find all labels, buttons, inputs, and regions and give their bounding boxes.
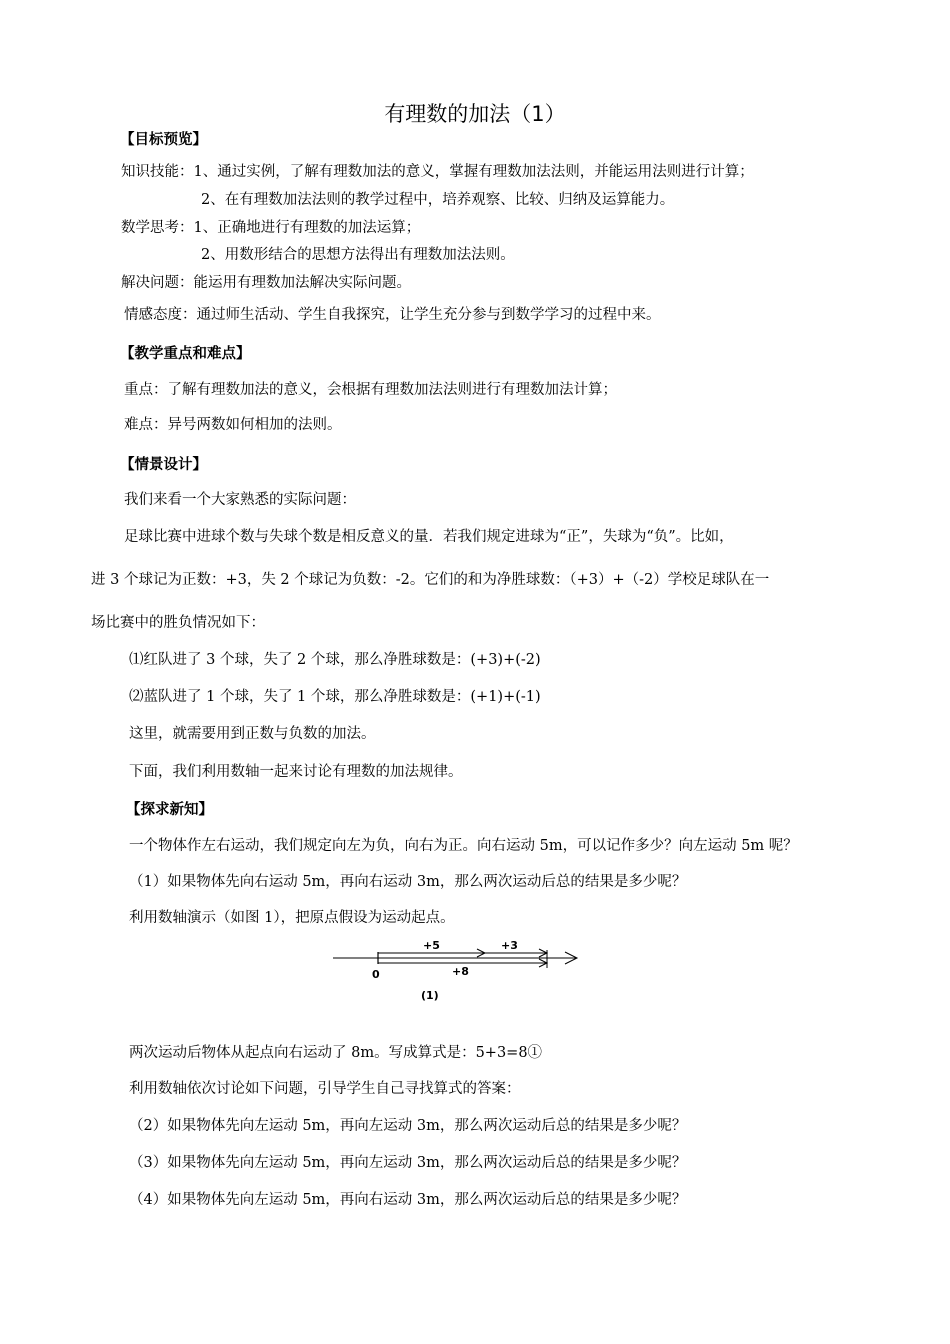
heading-explore: 【探求新知】	[126, 802, 213, 818]
label-origin: 0	[372, 968, 380, 981]
explore-paragraph-4: 利用数轴依次讨论如下问题，引导学生自己寻找算式的答案：	[129, 1081, 521, 1097]
page-title: 有理数的加法（1）	[384, 102, 566, 126]
problem-line: 解决问题：能运用有理数加法解决实际问题。	[121, 275, 411, 291]
label-plus8: +8	[452, 965, 469, 978]
scenario-paragraph-4: 下面，我们利用数轴一起来讨论有理数的加法规律。	[129, 764, 463, 780]
explore-question-4: （4）如果物体先向左运动 5m，再向右运动 3m，那么两次运动后总的结果是多少呢？	[129, 1192, 687, 1208]
label-plus5: +5	[423, 939, 440, 952]
heading-scenario: 【情景设计】	[120, 457, 207, 473]
skills-label: 知识技能：	[121, 164, 194, 180]
figure-caption: (1)	[421, 989, 439, 1002]
explore-question-3: （3）如果物体先向左运动 5m，再向左运动 3m，那么两次运动后总的结果是多少呢？	[129, 1155, 687, 1171]
explore-question-2: （2）如果物体先向左运动 5m，再向左运动 3m，那么两次运动后总的结果是多少呢？	[129, 1118, 687, 1134]
heading-keypoints: 【教学重点和难点】	[120, 346, 251, 362]
scenario-case-1: ⑴红队进了 3 个球，失了 2 个球，那么净胜球数是：(+3)+(-2)	[129, 652, 541, 668]
scenario-paragraph-3: 这里，就需要用到正数与负数的加法。	[129, 726, 376, 742]
skills-item-2: 2、在有理数加法法则的教学过程中，培养观察、比较、归纳及运算能力。	[201, 192, 675, 208]
number-line-figure	[325, 932, 595, 1004]
scenario-paragraph-2-line-2: 进 3 个球记为正数：+3，失 2 个球记为负数：-2。它们的和为净胜球数：（+3）+（-2）学校足球队在一	[91, 572, 770, 588]
skills-item-1: 1、通过实例，了解有理数加法的意义，掌握有理数加法法则，并能运用法则进行计算；	[193, 164, 754, 180]
thinking-item-2: 2、用数形结合的思想方法得出有理数加法法则。	[201, 247, 515, 263]
skills-line-1	[121, 162, 754, 182]
scenario-paragraph-2-line-1: 足球比赛中进球个数与失球个数是相反意义的量．若我们规定进球为“正”，失球为“负”。比如，	[124, 529, 734, 545]
focus-line: 重点：了解有理数加法的意义，会根据有理数加法法则进行有理数加法计算；	[124, 382, 617, 398]
difficulty-line: 难点：异号两数如何相加的法则。	[124, 417, 342, 433]
explore-paragraph-1: 一个物体作左右运动，我们规定向左为负，向右为正。向右运动 5m，可以记作多少？向左运动 5m 呢？	[129, 838, 798, 854]
label-plus3: +3	[501, 939, 518, 952]
thinking-item-1: 1、正确地进行有理数的加法运算；	[193, 220, 421, 236]
scenario-paragraph-1: 我们来看一个大家熟悉的实际问题：	[124, 492, 356, 508]
explore-paragraph-2: 利用数轴演示（如图 1），把原点假设为运动起点。	[129, 910, 455, 926]
scenario-paragraph-2-line-3: 场比赛中的胜负情况如下：	[91, 615, 265, 631]
attitude-line: 情感态度：通过师生活动、学生自我探究，让学生充分参与到数学学习的过程中来。	[124, 307, 661, 323]
explore-question-1: （1）如果物体先向右运动 5m，再向右运动 3m，那么两次运动后总的结果是多少呢？	[129, 874, 687, 890]
heading-goals: 【目标预览】	[120, 132, 207, 148]
explore-paragraph-3: 两次运动后物体从起点向右运动了 8m。写成算式是：5+3=8①	[129, 1045, 543, 1061]
thinking-line-1	[121, 218, 420, 238]
thinking-label: 数学思考：	[121, 220, 194, 236]
scenario-case-2: ⑵蓝队进了 1 个球，失了 1 个球，那么净胜球数是：(+1)+(-1)	[129, 689, 541, 705]
